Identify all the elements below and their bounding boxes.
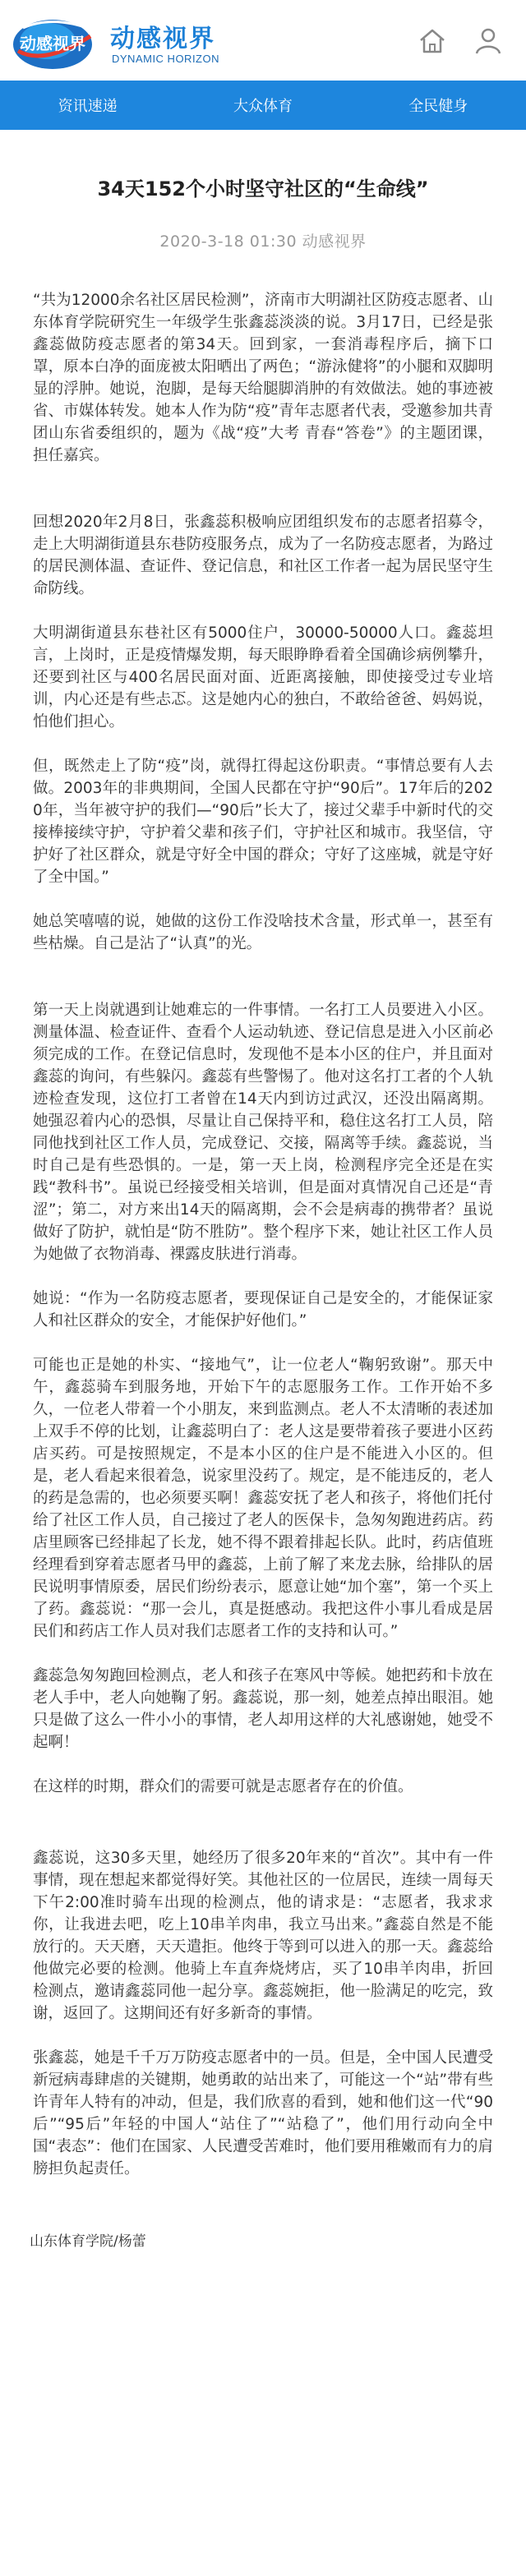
brand-tagline: DYNAMIC HORIZON [112,53,219,65]
article-paragraph: 鑫蕊说，这30多天里，她经历了很多20年来的“首次”。其中有一件事情，现在想起来都觉得好笑。其他社区的一位居民，连续一周每天下午2:00准时骑车出现的检测点，他的请求是：“志愿者，我求求你，让我进去吧，吃上10串羊肉串，我立马出来。”鑫蕊自然是不能放行的。天天磨，天天遣拒。他终于等到可以进入的那一天。鑫蕊给他做完必要的检测。他骑上车直奔烧烤店，买了10串羊肉串，折回检测点，邀请鑫蕊同他一起分享。鑫蕊婉拒，他一脸满足的吃完，致谢，返回了。这期间还有好多新奇的事情。 [33,1850,493,2022]
nav-item-fitness[interactable]: 全民健身 [408,98,468,115]
main-nav [0,81,526,130]
article-paragraph: 回想2020年2月8日，张鑫蕊积极响应团组织发布的志愿者招募令，走上大明湖街道县东巷防疫服务点，成为了一名防疫志愿者，为路过的居民测体温、查证件、登记信息，和社区工作者一起为居民坚守生命防线。 [33,514,493,597]
article-paragraph: 她总笑嘻嘻的说，她做的这份工作没啥技术含量，形式单一，甚至有些枯燥。自己是沾了“认真”的光。 [33,913,493,952]
article-paragraph: 鑫蕊急匆匆跑回检测点，老人和孩子在寒风中等候。她把药和卡放在老人手中，老人向她鞠了躬。鑫蕊说，那一刻，她差点掉出眼泪。她只是做了这么一件小小的事情，老人却用这样的大礼感谢她，她受不起啊！ [33,1667,493,1751]
article-paragraph: 第一天上岗就遇到让她难忘的一件事情。一名打工人员要进入小区。测量体温、检查证件、查看个人运动轨迹、登记信息是进入小区前必须完成的工作。在登记信息时，发现他不是本小区的住户，并且面对鑫蕊的询问，有些躲闪。鑫蕊有些警惕了。他对这名打工者的个人轨迹检查发现，这位打工者曾在14天内到访过武汉，还没出隔离期。她强忍着内心的恐惧，尽量让自己保持平和，稳住这名打工人员，陪同他找到社区工作人员，完成登记、交接，隔离等手续。鑫蕊说，当时自己是有些恐惧的。一是，第一天上岗，检测程序完全还是在实践“教科书”。虽说已经接受相关培训，但是面对真情况自己还是“青涩”；第二，对方来出14天的隔离期，会不会是病毒的携带者？虽说做好了防护，就怕是“防不胜防”。整个程序下来，她让社区工作人员为她做了衣物消毒、裸露皮肤进行消毒。 [33,1002,493,1263]
nav-item-mass-sports[interactable]: 大众体育 [233,98,293,115]
user-icon[interactable] [470,23,506,59]
site-header [0,0,526,81]
logo-text: 动感视界 [20,34,85,53]
nav-item-news[interactable]: 资讯速递 [58,98,118,115]
article-paragraph: 她说：“作为一名防疫志愿者，要现保证自己是安全的，才能保证家人和社区群众的安全，才能保护好他们。” [33,1290,493,1329]
article-title: 34天152个小时坚守社区的“生命线” [97,177,429,200]
article-paragraph: 但，既然走上了防“疫”岗，就得扛得起这份职责。“事情总要有人去做。2003年的非典期间，全国人民都在守护“90后”。17年后的2020年，当年被守护的我们—“90后”长大了，接过父辈手中新时代的交接棒接续守护，守护着父辈和孩子们，守护社区和城市。我坚信，守护好了社区群众，就是守好全中国的群众；守好了这座城，就是守好了全中国。” [33,758,493,886]
article-paragraph: 在这样的时期，群众们的需要可就是志愿者存在的价值。 [33,1778,413,1795]
site-logo[interactable] [12,12,97,71]
article-body [0,289,526,2180]
home-icon[interactable] [414,23,450,59]
article-paragraph: 可能也正是她的朴实、“接地气”，让一位老人“鞠躬致谢”。那天中午，鑫蕊骑车到服务地，开始下午的志愿服务工作。工作开始不多久，一位老人带着一个小朋友，来到监测点。老人不太清晰的表述加上双手不停的比划，让鑫蕊明白了：老人这是要带着孩子要进小区药店买药。可是按照规定，不是本小区的住户是不能进入小区的。但是，老人看起来很着急，说家里没药了。规定，是不能违反的，老人的药是急需的，也必须要买啊！鑫蕊安抚了老人和孩子，将他们托付给了社区工作人员，自己接过了老人的医保卡，急匆匆跑进药店。药店里顾客已经排起了长龙，她不得不跟着排起长队。此时，药店值班经理看到穿着志愿者马甲的鑫蕊，上前了解了来龙去脉，给排队的居民说明事情原委，居民们纷纷表示，愿意让她“加个塞”，第一个买上了药。鑫蕊说：“那一会儿，真是挺感动。我把这件小事儿看成是居民们和药店工作人员对我们志愿者工作的支持和认可。” [33,1357,493,1640]
article-paragraph: 大明湖街道县东巷社区有5000住户，30000-50000人口。鑫蕊坦言，上岗时，正是疫情爆发期，每天眼睁睁看着全国确诊病例攀升，还要到社区与400名居民面对面、近距离接触，即使接受过专业培训，内心还是有些忐忑。这是她内心的独白，不敢给爸爸、妈妈说，怕他们担心。 [33,624,493,730]
article-paragraph: 张鑫蕊，她是千千万万防疫志愿者中的一员。但是，全中国人民遭受新冠病毒肆虐的关键期，她勇敢的站出来了，可能这一个“站”带有些许青年人特有的冲动，但是，我们欣喜的看到，她和他们这一代“90后”“95后”年轻的中国人“站住了”“站稳了”，他们用行动向全中国“表态”：他们在国家、人民遭受苦难时，他们要用稚嫩而有力的肩膀担负起责任。 [33,2049,493,2177]
article [0,173,526,2250]
brand-name: 动感视界 [110,25,215,53]
article-meta: 2020-3-18 01:30 动感视界 [159,233,367,251]
article-credit: 山东体育学院/杨蕾 [30,2233,146,2250]
article-paragraph: “共为12000余名社区居民检测”，济南市大明湖社区防疫志愿者、山东体育学院研究生一年级学生张鑫蕊淡淡的说。3月17日，已经是张鑫蕊做防疫志愿者的第34天。回到家，一套消毒程序后，摘下口罩，原本白净的面庞被太阳晒出了两色；“游泳健将”的小腿和双脚明显的浮肿。她说，泡脚，是每天给腿脚消肿的有效做法。她的事迹被省、市媒体转发。她本人作为防“疫”青年志愿者代表，受邀参加共青团山东省委组织的，题为《战“疫”大考 青春“答卷”》的主题团课，担任嘉宾。 [33,292,493,464]
